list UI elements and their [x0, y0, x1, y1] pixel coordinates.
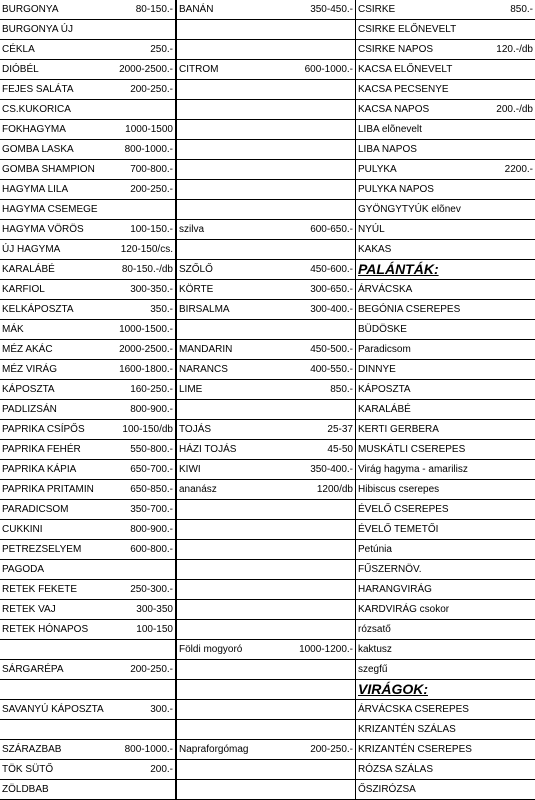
- animal-plant-price-cell: [476, 540, 535, 559]
- vegetable-name-cell: CUKKINI: [2, 524, 43, 535]
- vegetable-price-cell: [113, 200, 176, 219]
- fruit-name-cell: SZŐLŐ: [179, 264, 213, 275]
- vegetable-price-cell: 300.-: [113, 700, 176, 719]
- animal-plant-price-cell: [476, 120, 535, 139]
- fruit-name-cell: CITROM: [179, 64, 219, 75]
- table-row: [0, 780, 535, 800]
- table-row: [0, 700, 535, 720]
- fruit-price-cell: 600-1000.-: [294, 60, 356, 79]
- vegetable-price-cell: [113, 720, 176, 739]
- fruit-price-cell: [294, 40, 356, 59]
- animal-plant-name-cell: BEGÓNIA CSEREPES: [358, 304, 461, 315]
- table-row: [0, 540, 535, 560]
- fruit-price-cell: [294, 720, 356, 739]
- animal-plant-price-cell: [476, 60, 535, 79]
- table-row: [0, 420, 535, 440]
- table-row: [0, 640, 535, 660]
- animal-plant-name-cell: CSIRKE: [358, 4, 396, 15]
- animal-plant-price-cell: 850.-: [510, 4, 533, 15]
- fruit-price-cell: [294, 700, 356, 719]
- vegetable-name-cell: MÉZ VIRÁG: [2, 364, 58, 375]
- fruit-price-cell: [294, 560, 356, 579]
- table-row: [0, 520, 535, 540]
- animal-plant-price-cell: [476, 460, 535, 479]
- vegetable-price-cell: 1000-1500: [113, 120, 176, 139]
- vegetable-name-cell: HAGYMA VÖRÖS: [2, 224, 84, 235]
- vegetable-price-cell: 160-250.-: [113, 380, 176, 399]
- animal-plant-name-cell: KARALÁBÉ: [358, 404, 411, 415]
- animal-plant-name-cell: VIRÁGOK:: [358, 681, 428, 697]
- animal-plant-name-cell: FŰSZERNÖV.: [358, 564, 422, 575]
- fruit-price-cell: 600-650.-: [294, 220, 356, 239]
- fruit-price-cell: 300-400.-: [294, 300, 356, 319]
- fruit-price-cell: [294, 180, 356, 199]
- fruit-price-cell: 200-250.-: [294, 740, 356, 759]
- animal-plant-price-cell: [476, 520, 535, 539]
- vegetable-name-cell: ÚJ HAGYMA: [2, 244, 61, 255]
- table-row: [0, 600, 535, 620]
- table-row: [0, 100, 535, 120]
- animal-plant-name-cell: PULYKA: [358, 164, 397, 175]
- table-row: [0, 220, 535, 240]
- vegetable-price-cell: [113, 640, 176, 659]
- animal-plant-price-cell: [476, 140, 535, 159]
- table-row: [0, 200, 535, 220]
- vegetable-name-cell: HAGYMA CSEMEGE: [2, 204, 98, 215]
- animal-plant-price-cell: [476, 300, 535, 319]
- vegetable-price-cell: 100-150: [113, 620, 176, 639]
- fruit-name-cell: [177, 160, 294, 179]
- table-row: [0, 120, 535, 140]
- vegetable-price-cell: 700-800.-: [113, 160, 176, 179]
- animal-plant-price-cell: [476, 340, 535, 359]
- fruit-price-cell: [294, 680, 356, 699]
- vegetable-name-cell: KARALÁBÉ: [2, 264, 55, 275]
- animal-plant-name-cell: szegfű: [358, 664, 388, 675]
- table-row: [0, 580, 535, 600]
- vegetable-price-cell: 2000-2500.-: [113, 60, 176, 79]
- vegetable-price-cell: 200-250.-: [113, 80, 176, 99]
- fruit-name-cell: [177, 20, 294, 39]
- fruit-name-cell: [177, 560, 294, 579]
- fruit-price-cell: [294, 140, 356, 159]
- animal-plant-name-cell: PULYKA NAPOS: [358, 184, 434, 195]
- fruit-name-cell: LIME: [179, 384, 203, 395]
- fruit-name-cell: [177, 240, 294, 259]
- fruit-price-cell: [294, 500, 356, 519]
- animal-plant-name-cell: KARDVIRÁG csokor: [358, 604, 450, 615]
- animal-plant-name-cell: KAKAS: [358, 244, 392, 255]
- vegetable-price-cell: 100-150/db: [113, 420, 176, 439]
- vegetable-name-cell: PAPRIKA CSÍPŐS: [2, 424, 85, 435]
- animal-plant-price-cell: [476, 560, 535, 579]
- animal-plant-name-cell: Petúnia: [358, 544, 392, 555]
- animal-plant-price-cell: [476, 680, 535, 699]
- animal-plant-name-cell: KRIZANTÉN CSEREPES: [358, 744, 472, 755]
- animal-plant-name-cell: LIBA elõnevelt: [358, 124, 422, 135]
- vegetable-name-cell: BURGONYA: [2, 4, 59, 15]
- animal-plant-price-cell: [476, 620, 535, 639]
- table-row: [0, 680, 535, 700]
- animal-plant-name-cell: RÓZSA SZÁLAS: [358, 764, 434, 775]
- vegetable-name-cell: KÁPOSZTA: [2, 384, 55, 395]
- vegetable-name-cell: KELKÁPOSZTA: [2, 304, 74, 315]
- fruit-name-cell: [177, 700, 294, 719]
- table-row: [0, 300, 535, 320]
- table-row: [0, 360, 535, 380]
- animal-plant-price-cell: [476, 400, 535, 419]
- vegetable-price-cell: 1000-1500.-: [113, 320, 176, 339]
- vegetable-price-cell: 250-300.-: [113, 580, 176, 599]
- animal-plant-name-cell: BÜDÖSKE: [358, 324, 407, 335]
- fruit-name-cell: [177, 540, 294, 559]
- animal-plant-price-cell: [476, 780, 535, 799]
- animal-plant-name-cell: rózsatő: [358, 624, 391, 635]
- vegetable-name-cell: HAGYMA LILA: [2, 184, 69, 195]
- vegetable-price-cell: [113, 20, 176, 39]
- fruit-price-cell: [294, 80, 356, 99]
- animal-plant-price-cell: [476, 220, 535, 239]
- animal-plant-name-cell: KACSA ELŐNEVELT: [358, 64, 453, 75]
- vegetable-price-cell: 100-150.-: [113, 220, 176, 239]
- animal-plant-price-cell: [476, 500, 535, 519]
- table-row: [0, 740, 535, 760]
- vegetable-name-cell: RETEK VAJ: [2, 604, 56, 615]
- animal-plant-price-cell: [476, 180, 535, 199]
- animal-plant-name-cell: GYÖNGYTYÚK elõnev: [358, 204, 461, 215]
- fruit-name-cell: [177, 200, 294, 219]
- animal-plant-name-cell: kaktusz: [358, 644, 392, 655]
- fruit-name-cell: MANDARIN: [179, 344, 233, 355]
- fruit-price-cell: [294, 580, 356, 599]
- fruit-name-cell: [177, 520, 294, 539]
- animal-plant-price-cell: [476, 580, 535, 599]
- animal-plant-price-cell: [476, 440, 535, 459]
- vegetable-price-cell: 200-250.-: [113, 180, 176, 199]
- fruit-name-cell: [177, 760, 294, 779]
- animal-plant-name-cell: MUSKÁTLI CSEREPES: [358, 444, 466, 455]
- table-row: [0, 480, 535, 500]
- fruit-name-cell: KIWI: [179, 464, 201, 475]
- animal-plant-name-cell: ÉVELŐ TEMETŐI: [358, 524, 439, 535]
- table-row: [0, 460, 535, 480]
- fruit-name-cell: [177, 660, 294, 679]
- animal-plant-price-cell: 200.-/db: [496, 104, 533, 115]
- table-row: [0, 340, 535, 360]
- animal-plant-price-cell: [476, 320, 535, 339]
- fruit-price-cell: 300-650.-: [294, 280, 356, 299]
- vegetable-name-cell: SZÁRAZBAB: [2, 744, 62, 755]
- fruit-name-cell: [177, 580, 294, 599]
- vegetable-price-cell: 350-700.-: [113, 500, 176, 519]
- fruit-price-cell: 350-400.-: [294, 460, 356, 479]
- vegetable-name-cell: PADLIZSÁN: [2, 404, 57, 415]
- animal-plant-price-cell: [476, 380, 535, 399]
- table-row: [0, 60, 535, 80]
- fruit-name-cell: [177, 600, 294, 619]
- animal-plant-price-cell: [476, 720, 535, 739]
- animal-plant-name-cell: DINNYE: [358, 364, 396, 375]
- vegetable-name-cell: RETEK FEKETE: [2, 584, 78, 595]
- vegetable-name-cell: SAVANYÚ KÁPOSZTA: [2, 704, 104, 715]
- vegetable-name-cell: SÁRGARÉPA: [2, 664, 64, 675]
- fruit-name-cell: [177, 40, 294, 59]
- vegetable-name-cell: FEJES SALÁTA: [2, 84, 74, 95]
- fruit-price-cell: 450-600.-: [294, 260, 356, 279]
- vegetable-name-cell: MÁK: [2, 324, 24, 335]
- vegetable-price-cell: 300-350: [113, 600, 176, 619]
- vegetable-price-cell: 2000-2500.-: [113, 340, 176, 359]
- animal-plant-price-cell: [476, 260, 535, 279]
- vegetable-name-cell: TÖK SÜTŐ: [2, 764, 54, 775]
- table-row: [0, 160, 535, 180]
- fruit-name-cell: [177, 80, 294, 99]
- fruit-name-cell: [177, 620, 294, 639]
- table-row: [0, 0, 535, 20]
- vegetable-name-cell: PAPRIKA PRITAMIN: [2, 484, 94, 495]
- vegetable-name-cell: KARFIOL: [2, 284, 45, 295]
- table-row: [0, 80, 535, 100]
- fruit-name-cell: NARANCS: [179, 364, 228, 375]
- table-row: [0, 620, 535, 640]
- vegetable-price-cell: 200-250.-: [113, 660, 176, 679]
- fruit-name-cell: [177, 680, 294, 699]
- fruit-price-cell: 1200/db: [294, 480, 356, 499]
- vegetable-name-cell: CÉKLA: [2, 44, 35, 55]
- vegetable-price-cell: 800-900.-: [113, 520, 176, 539]
- animal-plant-name-cell: CSIRKE ELŐNEVELT: [358, 24, 457, 35]
- fruit-name-cell: [177, 120, 294, 139]
- animal-plant-price-cell: [476, 480, 535, 499]
- vegetable-name-cell: RETEK HÓNAPOS: [2, 624, 89, 635]
- animal-plant-name-cell: KACSA PECSENYE: [358, 84, 449, 95]
- animal-plant-price-cell: [476, 420, 535, 439]
- animal-plant-name-cell: ÉVELŐ CSEREPES: [358, 504, 449, 515]
- fruit-name-cell: [177, 180, 294, 199]
- fruit-name-cell: ananász: [179, 484, 217, 495]
- vegetable-name-cell: PAPRIKA KÁPIA: [2, 464, 77, 475]
- fruit-name-cell: Napraforgómag: [179, 744, 249, 755]
- fruit-price-cell: 450-500.-: [294, 340, 356, 359]
- vegetable-name-cell: BURGONYA ÚJ: [2, 24, 73, 35]
- animal-plant-price-cell: [476, 740, 535, 759]
- fruit-price-cell: [294, 600, 356, 619]
- fruit-name-cell: HÁZI TOJÁS: [179, 444, 237, 455]
- animal-plant-price-cell: [476, 200, 535, 219]
- vegetable-price-cell: 80-150.-/db: [113, 260, 176, 279]
- vegetable-name-cell: FOKHAGYMA: [2, 124, 66, 135]
- animal-plant-name-cell: NYÚL: [358, 224, 385, 235]
- animal-plant-price-cell: 120.-/db: [496, 44, 533, 55]
- vegetable-name-cell: [0, 640, 113, 659]
- table-row: [0, 400, 535, 420]
- table-row: [0, 140, 535, 160]
- fruit-price-cell: [294, 540, 356, 559]
- animal-plant-price-cell: [476, 700, 535, 719]
- animal-plant-price-cell: [476, 80, 535, 99]
- fruit-name-cell: TOJÁS: [179, 424, 212, 435]
- fruit-price-cell: [294, 200, 356, 219]
- fruit-name-cell: [177, 720, 294, 739]
- vegetable-name-cell: MÉZ AKÁC: [2, 344, 53, 355]
- vegetable-price-cell: 300-350.-: [113, 280, 176, 299]
- fruit-name-cell: szilva: [179, 224, 205, 235]
- animal-plant-name-cell: CSIRKE NAPOS: [358, 44, 434, 55]
- table-row: [0, 500, 535, 520]
- fruit-price-cell: [294, 160, 356, 179]
- table-row: [0, 720, 535, 740]
- vegetable-name-cell: ZÖLDBAB: [2, 784, 49, 795]
- table-row: [0, 260, 535, 280]
- table-row: [0, 40, 535, 60]
- fruit-name-cell: [177, 780, 294, 799]
- fruit-price-cell: [294, 520, 356, 539]
- vegetable-price-cell: 600-800.-: [113, 540, 176, 559]
- animal-plant-price-cell: [476, 660, 535, 679]
- fruit-price-cell: [294, 400, 356, 419]
- fruit-price-cell: 1000-1200.-: [294, 640, 356, 659]
- table-row: [0, 280, 535, 300]
- vegetable-price-cell: 120-150/cs.: [113, 240, 176, 259]
- vegetable-price-cell: [113, 100, 176, 119]
- animal-plant-price-cell: [476, 280, 535, 299]
- fruit-name-cell: KÖRTE: [179, 284, 214, 295]
- animal-plant-price-cell: [476, 760, 535, 779]
- fruit-name-cell: [177, 100, 294, 119]
- fruit-price-cell: [294, 100, 356, 119]
- vegetable-name-cell: CS.KUKORICA: [2, 104, 71, 115]
- vegetable-price-cell: 800-1000.-: [113, 140, 176, 159]
- vegetable-price-cell: 800-900.-: [113, 400, 176, 419]
- table-row: [0, 180, 535, 200]
- fruit-name-cell: BIRSALMA: [179, 304, 230, 315]
- animal-plant-name-cell: Paradicsom: [358, 344, 411, 355]
- animal-plant-name-cell: HARANGVIRÁG: [358, 584, 432, 595]
- vegetable-name-cell: DIÓBÉL: [2, 64, 39, 75]
- animal-plant-price-cell: [476, 20, 535, 39]
- fruit-name-cell: BANÁN: [179, 4, 214, 15]
- animal-plant-name-cell: KERTI GERBERA: [358, 424, 439, 435]
- fruit-price-cell: [294, 620, 356, 639]
- fruit-price-cell: 350-450.-: [294, 0, 356, 19]
- table-row: [0, 440, 535, 460]
- animal-plant-price-cell: [476, 360, 535, 379]
- table-row: [0, 760, 535, 780]
- fruit-price-cell: 45-50: [294, 440, 356, 459]
- vegetable-price-cell: 250.-: [113, 40, 176, 59]
- animal-plant-name-cell: ÁRVÁCSKA: [358, 284, 413, 295]
- animal-plant-name-cell: Hibiscus cserepes: [358, 484, 440, 495]
- vegetable-name-cell: GOMBA LASKA: [2, 144, 74, 155]
- fruit-price-cell: 400-550.-: [294, 360, 356, 379]
- vegetable-price-cell: 200.-: [113, 760, 176, 779]
- animal-plant-name-cell: KACSA NAPOS: [358, 104, 430, 115]
- table-row: [0, 320, 535, 340]
- vegetable-name-cell: [0, 680, 113, 699]
- animal-plant-name-cell: KRIZANTÉN SZÁLAS: [358, 724, 456, 735]
- fruit-name-cell: Földi mogyoró: [179, 644, 243, 655]
- fruit-price-cell: 850.-: [294, 380, 356, 399]
- fruit-name-cell: [177, 320, 294, 339]
- vegetable-name-cell: PARADICSOM: [2, 504, 69, 515]
- fruit-name-cell: [177, 500, 294, 519]
- fruit-name-cell: [177, 400, 294, 419]
- table-row: [0, 560, 535, 580]
- vegetable-price-cell: 1600-1800.-: [113, 360, 176, 379]
- vegetable-price-cell: [113, 680, 176, 699]
- fruit-name-cell: [177, 140, 294, 159]
- vegetable-price-cell: [113, 560, 176, 579]
- vegetable-name-cell: [0, 720, 113, 739]
- vegetable-price-cell: 550-800.-: [113, 440, 176, 459]
- vegetable-price-cell: 80-150.-: [113, 0, 176, 19]
- animal-plant-price-cell: 2200.-: [504, 164, 533, 175]
- table-row: [0, 380, 535, 400]
- vegetable-price-cell: 650-700.-: [113, 460, 176, 479]
- animal-plant-price-cell: [476, 240, 535, 259]
- vegetable-name-cell: PETREZSELYEM: [2, 544, 82, 555]
- fruit-price-cell: [294, 320, 356, 339]
- vegetable-price-cell: 350.-: [113, 300, 176, 319]
- fruit-price-cell: [294, 120, 356, 139]
- animal-plant-name-cell: Virág hagyma - amarilisz: [358, 464, 468, 475]
- fruit-price-cell: 25-37: [294, 420, 356, 439]
- animal-plant-name-cell: ŐSZIRÓZSA: [358, 784, 416, 795]
- table-row: [0, 660, 535, 680]
- fruit-price-cell: [294, 780, 356, 799]
- vegetable-name-cell: PAGODA: [2, 564, 45, 575]
- animal-plant-name-cell: LIBA NAPOS: [358, 144, 417, 155]
- table-row: [0, 20, 535, 40]
- vegetable-price-cell: 650-850.-: [113, 480, 176, 499]
- animal-plant-name-cell: PALÁNTÁK:: [358, 261, 439, 277]
- fruit-price-cell: [294, 240, 356, 259]
- table-row: [0, 240, 535, 260]
- animal-plant-price-cell: [476, 600, 535, 619]
- fruit-price-cell: [294, 760, 356, 779]
- vegetable-name-cell: GOMBA SHAMPION: [2, 164, 95, 175]
- vegetable-price-cell: 800-1000.-: [113, 740, 176, 759]
- animal-plant-name-cell: ÁRVÁCSKA CSEREPES: [358, 704, 469, 715]
- fruit-price-cell: [294, 20, 356, 39]
- animal-plant-price-cell: [476, 640, 535, 659]
- fruit-price-cell: [294, 660, 356, 679]
- vegetable-name-cell: PAPRIKA FEHÉR: [2, 444, 81, 455]
- vegetable-price-cell: [113, 780, 176, 799]
- animal-plant-name-cell: KÁPOSZTA: [358, 384, 411, 395]
